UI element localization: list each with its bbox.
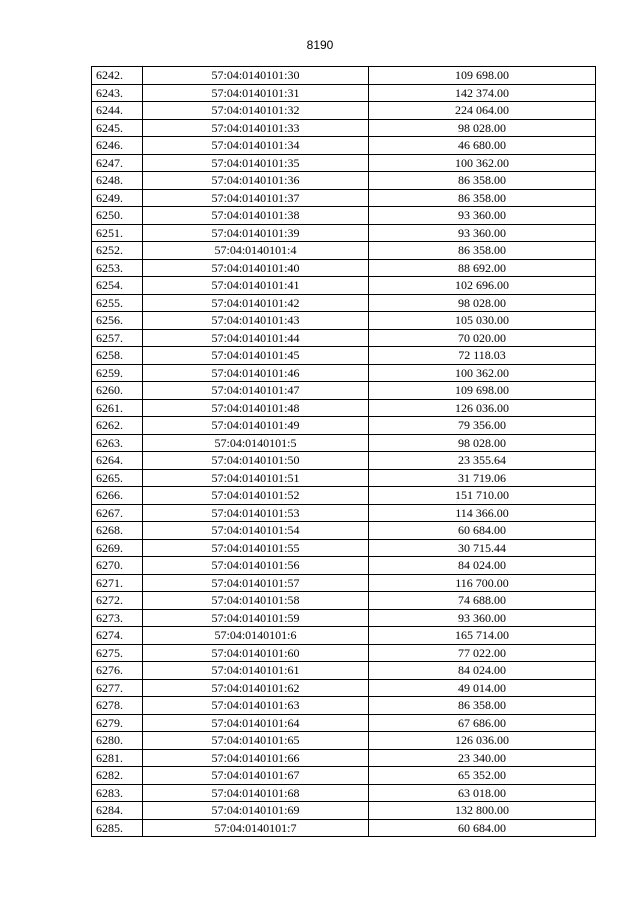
table-row <box>92 644 596 662</box>
table-row <box>92 224 596 242</box>
cadastral-number: 57:04:0140101:69 <box>143 802 369 820</box>
table-row <box>92 749 596 767</box>
row-number: 6268. <box>92 522 143 540</box>
cadastral-value: 46 680.00 <box>369 137 596 155</box>
row-number: 6275. <box>92 644 143 662</box>
row-number: 6248. <box>92 172 143 190</box>
table-row <box>92 522 596 540</box>
cadastral-number: 57:04:0140101:43 <box>143 312 369 330</box>
cadastral-value: 74 688.00 <box>369 592 596 610</box>
table-row <box>92 504 596 522</box>
cadastral-number: 57:04:0140101:44 <box>143 329 369 347</box>
cadastral-value: 23 355.64 <box>369 452 596 470</box>
row-number: 6253. <box>92 259 143 277</box>
table-row <box>92 574 596 592</box>
table-row <box>92 189 596 207</box>
table-row <box>92 452 596 470</box>
cadastral-value: 86 358.00 <box>369 697 596 715</box>
cadastral-value: 98 028.00 <box>369 434 596 452</box>
row-number: 6277. <box>92 679 143 697</box>
cadastral-value: 86 358.00 <box>369 172 596 190</box>
cadastral-number: 57:04:0140101:40 <box>143 259 369 277</box>
table-row <box>92 67 596 85</box>
cadastral-value: 114 366.00 <box>369 504 596 522</box>
table-row <box>92 312 596 330</box>
cadastral-number: 57:04:0140101:45 <box>143 347 369 365</box>
table-row <box>92 347 596 365</box>
cadastral-number: 57:04:0140101:48 <box>143 399 369 417</box>
row-number: 6246. <box>92 137 143 155</box>
cadastral-value: 60 684.00 <box>369 522 596 540</box>
cadastral-number: 57:04:0140101:5 <box>143 434 369 452</box>
cadastral-number: 57:04:0140101:57 <box>143 574 369 592</box>
row-number: 6256. <box>92 312 143 330</box>
cadastral-number: 57:04:0140101:34 <box>143 137 369 155</box>
cadastral-number: 57:04:0140101:32 <box>143 102 369 120</box>
row-number: 6280. <box>92 732 143 750</box>
cadastral-value: 93 360.00 <box>369 609 596 627</box>
cadastral-number: 57:04:0140101:62 <box>143 679 369 697</box>
cadastral-value: 31 719.06 <box>369 469 596 487</box>
row-number: 6266. <box>92 487 143 505</box>
cadastral-number: 57:04:0140101:60 <box>143 644 369 662</box>
table-row <box>92 627 596 645</box>
cadastral-value: 126 036.00 <box>369 732 596 750</box>
cadastral-value: 142 374.00 <box>369 84 596 102</box>
cadastral-value: 77 022.00 <box>369 644 596 662</box>
cadastral-value: 132 800.00 <box>369 802 596 820</box>
page-number: 8190 <box>306 38 334 52</box>
row-number: 6251. <box>92 224 143 242</box>
cadastral-value: 67 686.00 <box>369 714 596 732</box>
table-row <box>92 767 596 785</box>
table-row <box>92 819 596 837</box>
cadastral-number: 57:04:0140101:66 <box>143 749 369 767</box>
table-row <box>92 679 596 697</box>
cadastral-value: 102 696.00 <box>369 277 596 295</box>
row-number: 6270. <box>92 557 143 575</box>
cadastral-value: 100 362.00 <box>369 364 596 382</box>
table-row <box>92 469 596 487</box>
cadastral-value: 165 714.00 <box>369 627 596 645</box>
cadastral-value: 79 356.00 <box>369 417 596 435</box>
cadastral-value: 49 014.00 <box>369 679 596 697</box>
cadastral-value: 60 684.00 <box>369 819 596 837</box>
cadastral-value: 86 358.00 <box>369 189 596 207</box>
table-row <box>92 154 596 172</box>
cadastral-value: 63 018.00 <box>369 784 596 802</box>
cadastral-value: 109 698.00 <box>369 382 596 400</box>
cadastral-number: 57:04:0140101:64 <box>143 714 369 732</box>
row-number: 6272. <box>92 592 143 610</box>
row-number: 6283. <box>92 784 143 802</box>
table-row <box>92 609 596 627</box>
cadastral-value: 88 692.00 <box>369 259 596 277</box>
row-number: 6284. <box>92 802 143 820</box>
table-row <box>92 697 596 715</box>
cadastral-value: 98 028.00 <box>369 294 596 312</box>
cadastral-value: 116 700.00 <box>369 574 596 592</box>
cadastral-value-table <box>91 66 596 837</box>
table-body <box>92 67 596 837</box>
row-number: 6258. <box>92 347 143 365</box>
table-row <box>92 172 596 190</box>
cadastral-value: 65 352.00 <box>369 767 596 785</box>
table-row <box>92 732 596 750</box>
row-number: 6267. <box>92 504 143 522</box>
row-number: 6245. <box>92 119 143 137</box>
cadastral-value: 86 358.00 <box>369 242 596 260</box>
table-row <box>92 207 596 225</box>
table-row <box>92 662 596 680</box>
row-number: 6243. <box>92 84 143 102</box>
cadastral-value: 98 028.00 <box>369 119 596 137</box>
table-row <box>92 294 596 312</box>
cadastral-number: 57:04:0140101:58 <box>143 592 369 610</box>
row-number: 6276. <box>92 662 143 680</box>
cadastral-number: 57:04:0140101:61 <box>143 662 369 680</box>
cadastral-value: 100 362.00 <box>369 154 596 172</box>
row-number: 6274. <box>92 627 143 645</box>
row-number: 6271. <box>92 574 143 592</box>
table-row <box>92 242 596 260</box>
cadastral-number: 57:04:0140101:53 <box>143 504 369 522</box>
cadastral-number: 57:04:0140101:63 <box>143 697 369 715</box>
table-row <box>92 364 596 382</box>
cadastral-value: 93 360.00 <box>369 207 596 225</box>
cadastral-value: 105 030.00 <box>369 312 596 330</box>
cadastral-number: 57:04:0140101:55 <box>143 539 369 557</box>
table-row <box>92 399 596 417</box>
table-row <box>92 277 596 295</box>
table-row <box>92 557 596 575</box>
table-row <box>92 329 596 347</box>
cadastral-number: 57:04:0140101:36 <box>143 172 369 190</box>
cadastral-number: 57:04:0140101:67 <box>143 767 369 785</box>
cadastral-number: 57:04:0140101:41 <box>143 277 369 295</box>
row-number: 6273. <box>92 609 143 627</box>
cadastral-value: 72 118.03 <box>369 347 596 365</box>
row-number: 6279. <box>92 714 143 732</box>
cadastral-number: 57:04:0140101:59 <box>143 609 369 627</box>
cadastral-number: 57:04:0140101:68 <box>143 784 369 802</box>
row-number: 6254. <box>92 277 143 295</box>
cadastral-value: 109 698.00 <box>369 67 596 85</box>
cadastral-number: 57:04:0140101:30 <box>143 67 369 85</box>
cadastral-number: 57:04:0140101:7 <box>143 819 369 837</box>
row-number: 6269. <box>92 539 143 557</box>
row-number: 6250. <box>92 207 143 225</box>
cadastral-number: 57:04:0140101:49 <box>143 417 369 435</box>
cadastral-number: 57:04:0140101:42 <box>143 294 369 312</box>
table-row <box>92 592 596 610</box>
cadastral-number: 57:04:0140101:50 <box>143 452 369 470</box>
table-row <box>92 714 596 732</box>
cadastral-number: 57:04:0140101:65 <box>143 732 369 750</box>
cadastral-number: 57:04:0140101:33 <box>143 119 369 137</box>
row-number: 6244. <box>92 102 143 120</box>
row-number: 6259. <box>92 364 143 382</box>
table-row <box>92 802 596 820</box>
table-row <box>92 382 596 400</box>
cadastral-number: 57:04:0140101:6 <box>143 627 369 645</box>
row-number: 6281. <box>92 749 143 767</box>
cadastral-number: 57:04:0140101:47 <box>143 382 369 400</box>
cadastral-number: 57:04:0140101:46 <box>143 364 369 382</box>
row-number: 6264. <box>92 452 143 470</box>
row-number: 6260. <box>92 382 143 400</box>
table-row <box>92 487 596 505</box>
cadastral-number: 57:04:0140101:38 <box>143 207 369 225</box>
cadastral-number: 57:04:0140101:4 <box>143 242 369 260</box>
row-number: 6257. <box>92 329 143 347</box>
row-number: 6255. <box>92 294 143 312</box>
cadastral-value: 151 710.00 <box>369 487 596 505</box>
cadastral-value: 30 715.44 <box>369 539 596 557</box>
row-number: 6249. <box>92 189 143 207</box>
row-number: 6263. <box>92 434 143 452</box>
table-row <box>92 119 596 137</box>
table-row <box>92 259 596 277</box>
row-number: 6278. <box>92 697 143 715</box>
cadastral-value: 70 020.00 <box>369 329 596 347</box>
table-row <box>92 102 596 120</box>
row-number: 6282. <box>92 767 143 785</box>
row-number: 6261. <box>92 399 143 417</box>
cadastral-number: 57:04:0140101:31 <box>143 84 369 102</box>
cadastral-value: 224 064.00 <box>369 102 596 120</box>
cadastral-number: 57:04:0140101:37 <box>143 189 369 207</box>
cadastral-value: 23 340.00 <box>369 749 596 767</box>
row-number: 6285. <box>92 819 143 837</box>
row-number: 6252. <box>92 242 143 260</box>
row-number: 6247. <box>92 154 143 172</box>
cadastral-number: 57:04:0140101:39 <box>143 224 369 242</box>
cadastral-number: 57:04:0140101:35 <box>143 154 369 172</box>
cadastral-value: 84 024.00 <box>369 662 596 680</box>
cadastral-number: 57:04:0140101:52 <box>143 487 369 505</box>
cadastral-value: 93 360.00 <box>369 224 596 242</box>
cadastral-number: 57:04:0140101:54 <box>143 522 369 540</box>
cadastral-value: 84 024.00 <box>369 557 596 575</box>
table-row <box>92 417 596 435</box>
table-row <box>92 137 596 155</box>
row-number: 6265. <box>92 469 143 487</box>
cadastral-number: 57:04:0140101:56 <box>143 557 369 575</box>
row-number: 6262. <box>92 417 143 435</box>
table-row <box>92 84 596 102</box>
table-row <box>92 539 596 557</box>
cadastral-value: 126 036.00 <box>369 399 596 417</box>
table-row <box>92 784 596 802</box>
row-number: 6242. <box>92 67 143 85</box>
table-row <box>92 434 596 452</box>
cadastral-number: 57:04:0140101:51 <box>143 469 369 487</box>
